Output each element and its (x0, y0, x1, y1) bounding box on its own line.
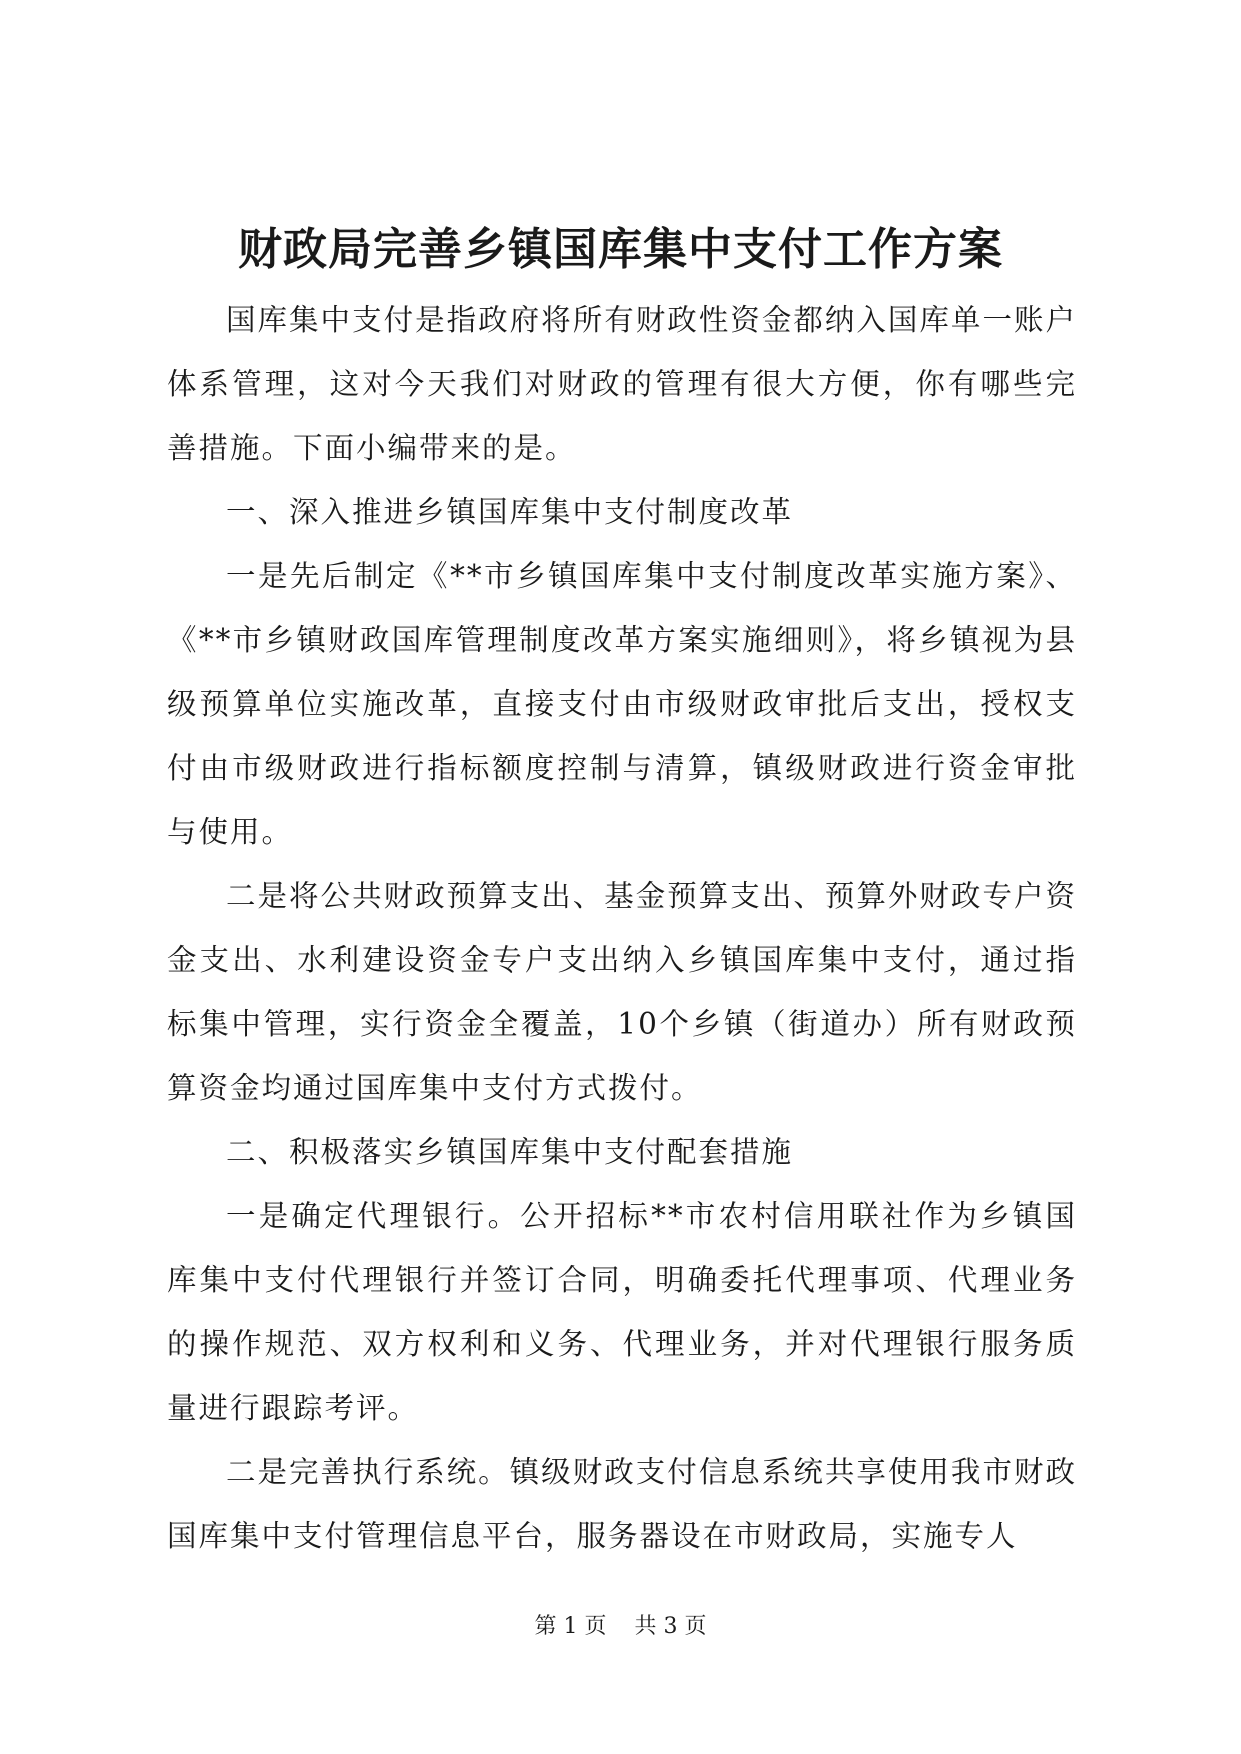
page-total: 共 3 页 (634, 1614, 707, 1639)
paragraph-4: 二是完善执行系统。镇级财政支付信息系统共享使用我市财政国库集中支付管理信息平台，服务器设在市财政局，实施专人 (167, 1455, 1077, 1553)
page-number: 第 1 页 (534, 1614, 607, 1639)
page-title: 财政局完善乡镇国库集中支付工作方案 (238, 224, 1003, 275)
paragraph-2: 二是将公共财政预算支出、基金预算支出、预算外财政专户资金支出、水利建设资金专户支出纳入乡镇国库集中支付，通过指标集中管理，实行资金全覆盖，10个乡镇（街道办）所有财政预算资金均通过国库集中支付方式拨付。 (167, 879, 1077, 1105)
page-footer (0, 1612, 1241, 1642)
document-body (167, 288, 1077, 1568)
section-heading-1: 一、深入推进乡镇国库集中支付制度改革 (226, 495, 794, 529)
paragraph-intro: 国库集中支付是指政府将所有财政性资金都纳入国库单一账户体系管理，这对今天我们对财政的管理有很大方便，你有哪些完善措施。下面小编带来的是。 (167, 303, 1077, 465)
section-heading-2: 二、积极落实乡镇国库集中支付配套措施 (226, 1135, 794, 1169)
paragraph-3: 一是确定代理银行。公开招标**市农村信用联社作为乡镇国库集中支付代理银行并签订合同，明确委托代理事项、代理业务的操作规范、双方权利和义务、代理业务，并对代理银行服务质量进行跟踪考评。 (167, 1199, 1077, 1425)
paragraph-1: 一是先后制定《**市乡镇国库集中支付制度改革实施方案》、《**市乡镇财政国库管理制度改革方案实施细则》，将乡镇视为县级预算单位实施改革，直接支付由市级财政审批后支出，授权支付由市级财政进行指标额度控制与清算，镇级财政进行资金审批与使用。 (167, 559, 1077, 849)
